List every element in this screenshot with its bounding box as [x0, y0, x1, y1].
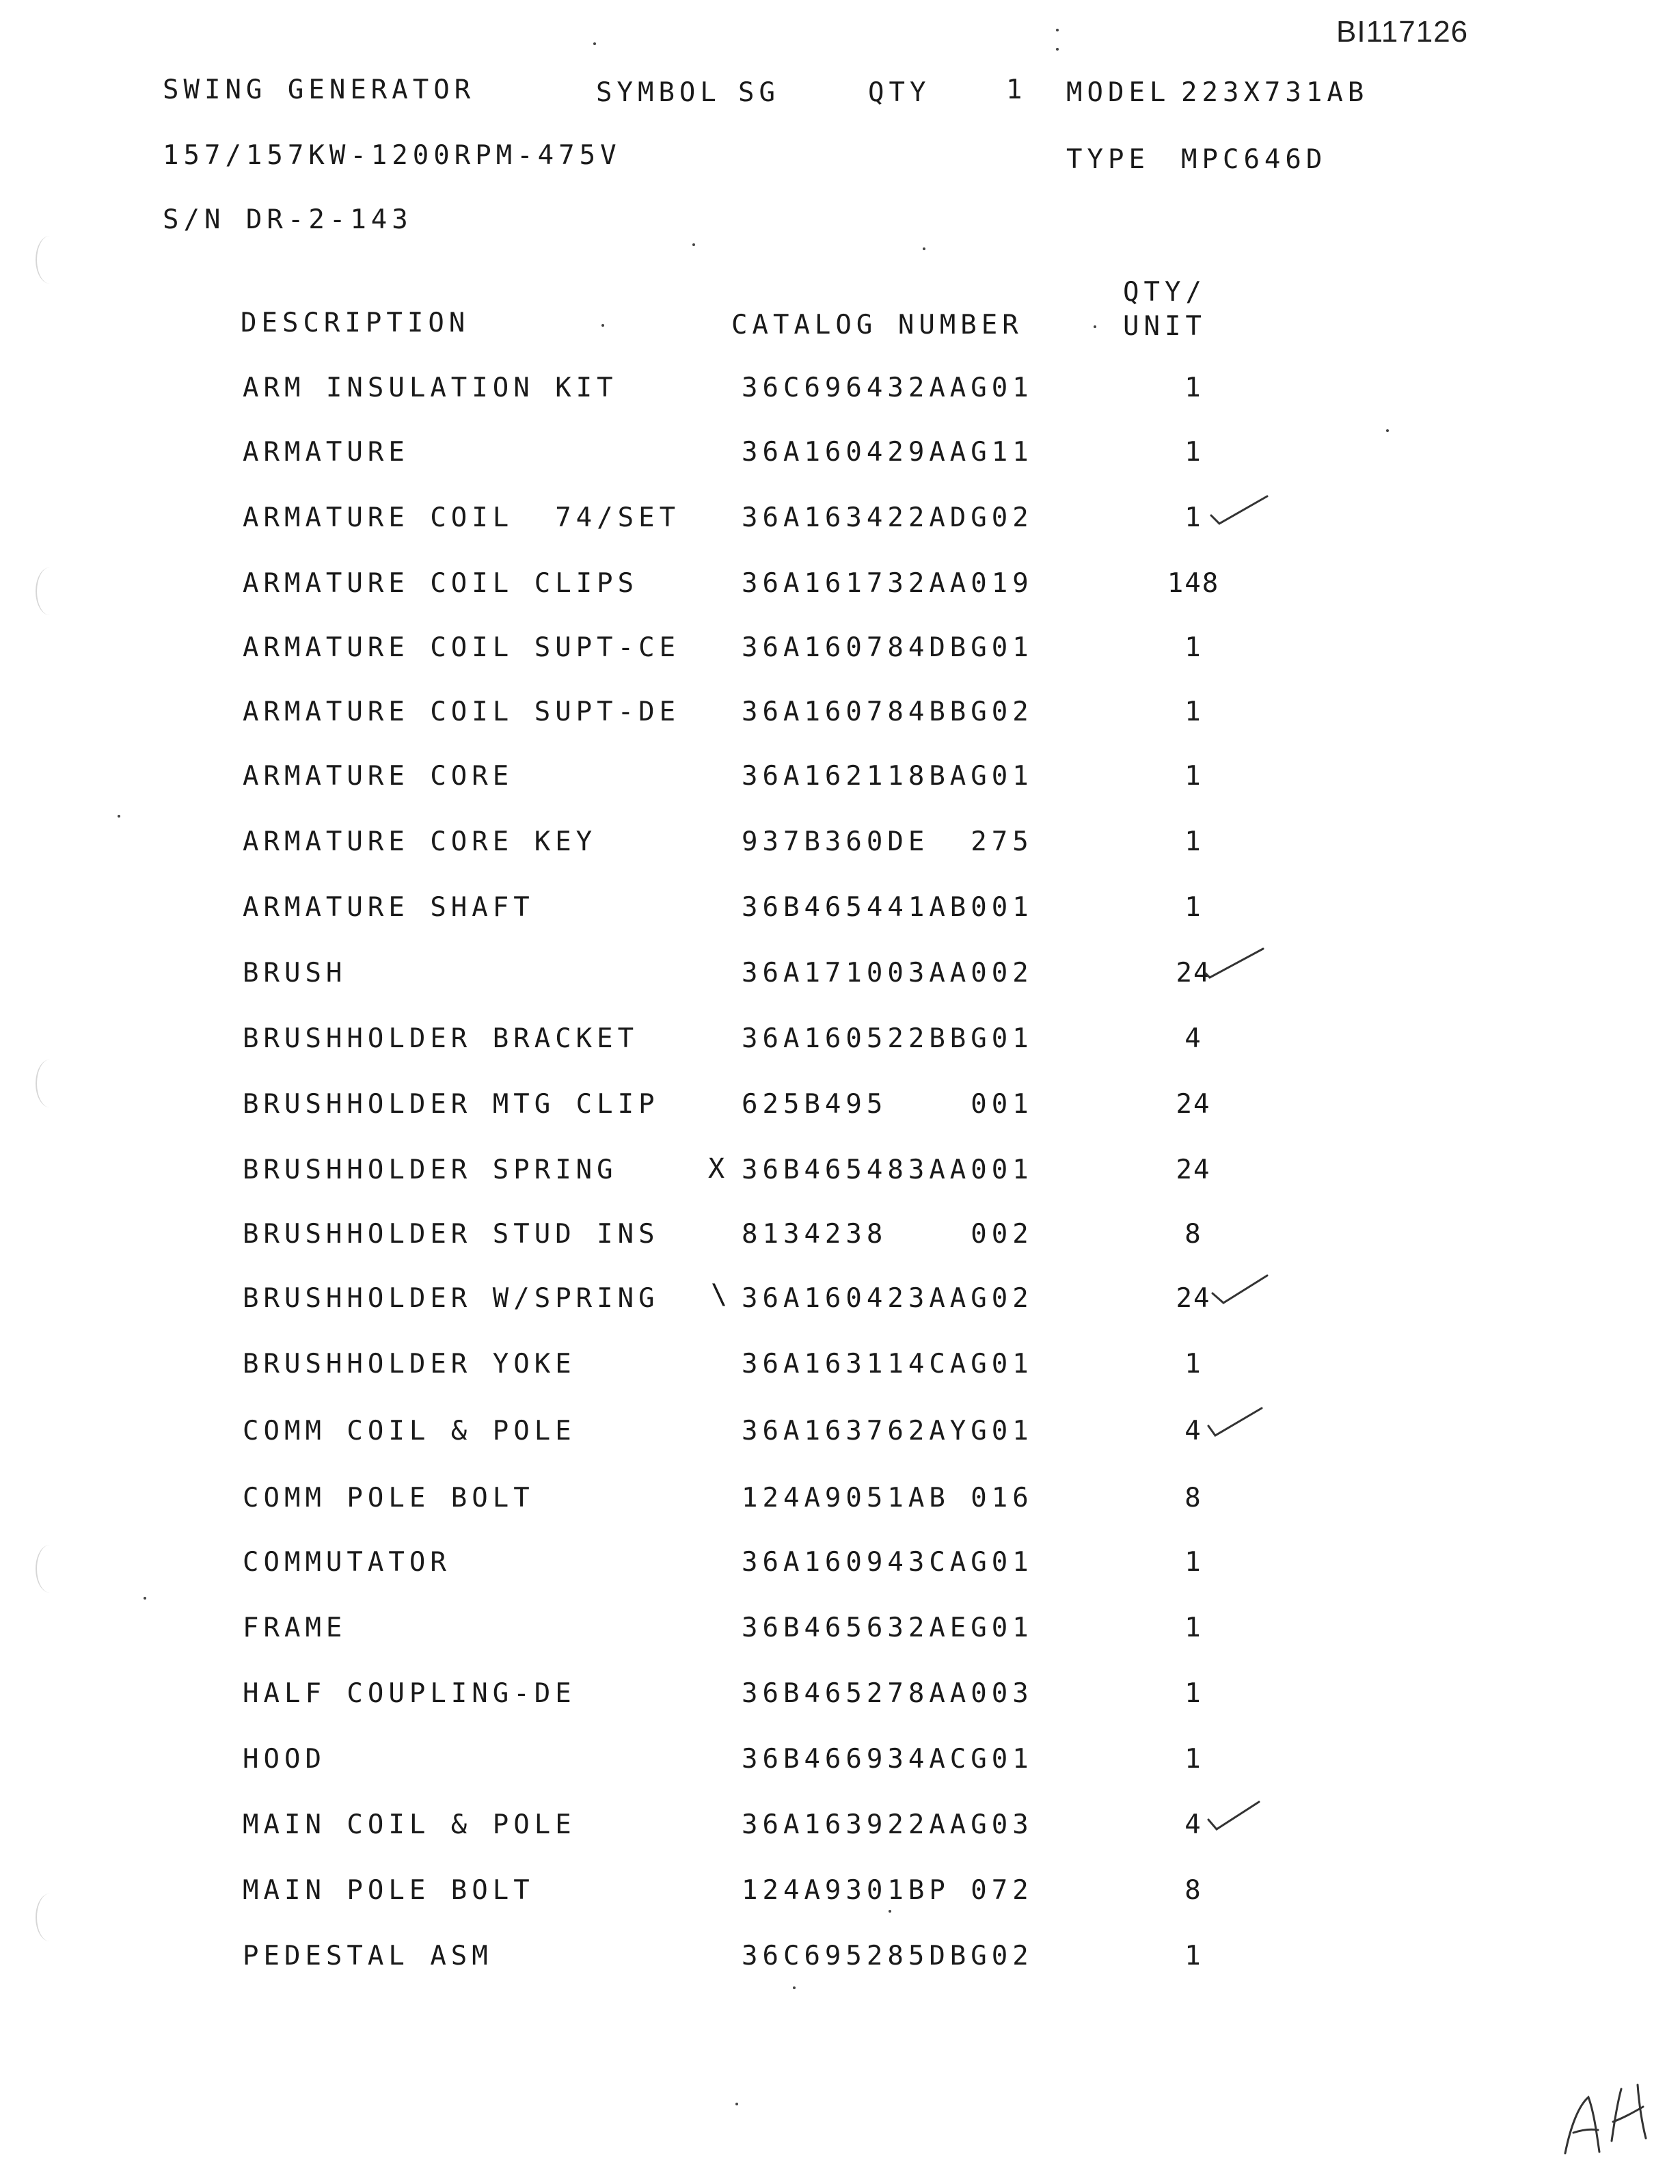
part-description: COMMUTATOR — [243, 1547, 451, 1578]
part-catalog-number: 36A163922AAG03 — [742, 1809, 1033, 1840]
part-qty: 4 — [1184, 1023, 1202, 1054]
type-label: TYPE — [1066, 144, 1150, 175]
part-catalog-number: 36A160784BBG02 — [742, 697, 1033, 727]
scan-speck — [1056, 48, 1059, 51]
part-qty: 1 — [1184, 1613, 1202, 1643]
model-value: 223X731AB — [1181, 77, 1369, 108]
part-qty: 8 — [1184, 1875, 1202, 1906]
punch-hole-mark — [36, 1060, 64, 1107]
part-qty: 1 — [1184, 502, 1202, 533]
part-description: PEDESTAL ASM — [243, 1941, 493, 1971]
part-catalog-number: 36A160429AAG11 — [742, 437, 1033, 468]
part-qty: 1 — [1184, 1349, 1202, 1379]
handwritten-mark: X — [708, 1153, 725, 1185]
part-description: MAIN POLE BOLT — [243, 1875, 534, 1906]
part-description: FRAME — [243, 1613, 347, 1643]
part-catalog-number: 36C696432AAG01 — [742, 373, 1033, 403]
scan-speck — [793, 1986, 796, 1989]
part-catalog-number: 124A9301BP 072 — [742, 1875, 1033, 1906]
column-header-unit: UNIT — [1123, 311, 1206, 342]
part-catalog-number: 36B466934ACG01 — [742, 1744, 1033, 1775]
part-qty: 1 — [1184, 1941, 1202, 1971]
part-catalog-number: 36A163422ADG02 — [742, 502, 1033, 533]
scan-speck — [923, 247, 925, 250]
part-catalog-number: 36A160943CAG01 — [742, 1547, 1033, 1578]
check-mark-icon — [1206, 1405, 1267, 1440]
serial-number: S/N DR-2-143 — [163, 204, 413, 235]
part-qty: 1 — [1184, 892, 1202, 923]
scan-speck — [144, 1597, 146, 1600]
part-description: ARMATURE CORE — [243, 761, 514, 792]
part-qty: 8 — [1184, 1219, 1202, 1250]
part-catalog-number: 36C695285DBG02 — [742, 1941, 1033, 1971]
part-description: BRUSHHOLDER SPRING — [243, 1155, 618, 1185]
component-name: SWING GENERATOR — [163, 75, 476, 105]
part-catalog-number: 36B465441AB001 — [742, 892, 1033, 923]
part-description: BRUSH — [243, 958, 347, 988]
scan-speck — [1056, 29, 1059, 31]
part-qty: 4 — [1184, 1416, 1202, 1446]
part-qty: 24 — [1176, 958, 1211, 988]
column-header-catalog: CATALOG NUMBER — [731, 310, 1023, 340]
part-description: BRUSHHOLDER BRACKET — [243, 1023, 639, 1054]
punch-hole-mark — [36, 236, 64, 284]
check-mark-icon — [1208, 492, 1270, 526]
qty-value: 1 — [1006, 75, 1027, 105]
part-catalog-number: 36A160423AAG02 — [742, 1283, 1033, 1314]
signature-initials — [1558, 2064, 1661, 2167]
check-mark-icon — [1203, 946, 1264, 980]
part-catalog-number: 124A9051AB 016 — [742, 1483, 1033, 1513]
part-qty: 24 — [1176, 1089, 1211, 1120]
part-qty: 1 — [1184, 1547, 1202, 1578]
part-catalog-number: 8134238 002 — [742, 1219, 1033, 1250]
part-description: COMM COIL & POLE — [243, 1416, 576, 1446]
part-catalog-number: 36A161732AA019 — [742, 568, 1033, 599]
punch-hole-mark — [36, 567, 64, 615]
part-qty: 1 — [1184, 437, 1202, 468]
part-description: ARMATURE SHAFT — [243, 892, 534, 923]
part-catalog-number: 36B465483AA001 — [742, 1155, 1033, 1185]
part-qty: 24 — [1176, 1155, 1211, 1185]
scan-speck — [601, 324, 604, 327]
scan-speck — [1386, 429, 1389, 432]
part-catalog-number: 36A160784DBG01 — [742, 632, 1033, 663]
part-catalog-number: 36A162118BAG01 — [742, 761, 1033, 792]
qty-label: QTY — [868, 77, 931, 108]
part-qty: 1 — [1184, 826, 1202, 857]
part-qty: 1 — [1184, 1744, 1202, 1775]
part-description: MAIN COIL & POLE — [243, 1809, 576, 1840]
part-catalog-number: 36A163114CAG01 — [742, 1349, 1033, 1379]
part-qty: 8 — [1184, 1483, 1202, 1513]
part-description: BRUSHHOLDER MTG CLIP — [243, 1089, 660, 1120]
column-header-description: DESCRIPTION — [241, 308, 470, 338]
type-value: MPC646D — [1181, 144, 1327, 175]
scan-speck — [1094, 325, 1096, 328]
part-description: COMM POLE BOLT — [243, 1483, 534, 1513]
part-catalog-number: 36A160522BBG01 — [742, 1023, 1033, 1054]
rating: 157/157KW-1200RPM-475V — [163, 140, 621, 171]
part-qty: 148 — [1167, 568, 1220, 599]
part-qty: 24 — [1176, 1283, 1211, 1314]
part-catalog-number: 36A163762AYG01 — [742, 1416, 1033, 1446]
part-qty: 1 — [1184, 1678, 1202, 1709]
part-catalog-number: 36B465278AA003 — [742, 1678, 1033, 1709]
column-header-qty: QTY/ — [1123, 277, 1206, 308]
part-qty: 1 — [1184, 697, 1202, 727]
part-catalog-number: 625B495 001 — [742, 1089, 1033, 1120]
part-description: BRUSHHOLDER YOKE — [243, 1349, 576, 1379]
scan-speck — [889, 1910, 891, 1913]
part-qty: 1 — [1184, 632, 1202, 663]
part-description: ARMATURE COIL SUPT-DE — [243, 697, 681, 727]
scan-speck — [692, 243, 695, 246]
part-description: ARMATURE COIL 74/SET — [243, 502, 681, 533]
punch-hole-mark — [36, 1893, 64, 1941]
part-catalog-number: 937B360DE 275 — [742, 826, 1033, 857]
part-qty: 4 — [1184, 1809, 1202, 1840]
punch-hole-mark — [36, 1545, 64, 1593]
part-catalog-number: 36B465632AEG01 — [742, 1613, 1033, 1643]
part-description: BRUSHHOLDER W/SPRING — [243, 1283, 660, 1314]
part-description: ARMATURE COIL CLIPS — [243, 568, 639, 599]
symbol-label: SYMBOL — [596, 77, 721, 108]
check-mark-icon — [1210, 1273, 1271, 1307]
part-description: ARMATURE COIL SUPT-CE — [243, 632, 681, 663]
model-label: MODEL — [1066, 77, 1171, 108]
scan-speck — [735, 2103, 738, 2105]
part-qty: 1 — [1184, 373, 1202, 403]
part-description: ARMATURE CORE KEY — [243, 826, 597, 857]
scan-speck — [593, 42, 596, 45]
part-description: ARMATURE — [243, 437, 409, 468]
document-id: BI117126 — [1336, 15, 1469, 49]
part-catalog-number: 36A171003AA002 — [742, 958, 1033, 988]
part-description: ARM INSULATION KIT — [243, 373, 618, 403]
part-description: BRUSHHOLDER STUD INS — [243, 1219, 660, 1250]
handwritten-mark: \ — [711, 1279, 728, 1310]
symbol-value: SG — [738, 77, 780, 108]
part-qty: 1 — [1184, 761, 1202, 792]
part-description: HOOD — [243, 1744, 326, 1775]
part-description: HALF COUPLING-DE — [243, 1678, 576, 1709]
scan-speck — [118, 815, 120, 818]
check-mark-icon — [1206, 1799, 1267, 1833]
